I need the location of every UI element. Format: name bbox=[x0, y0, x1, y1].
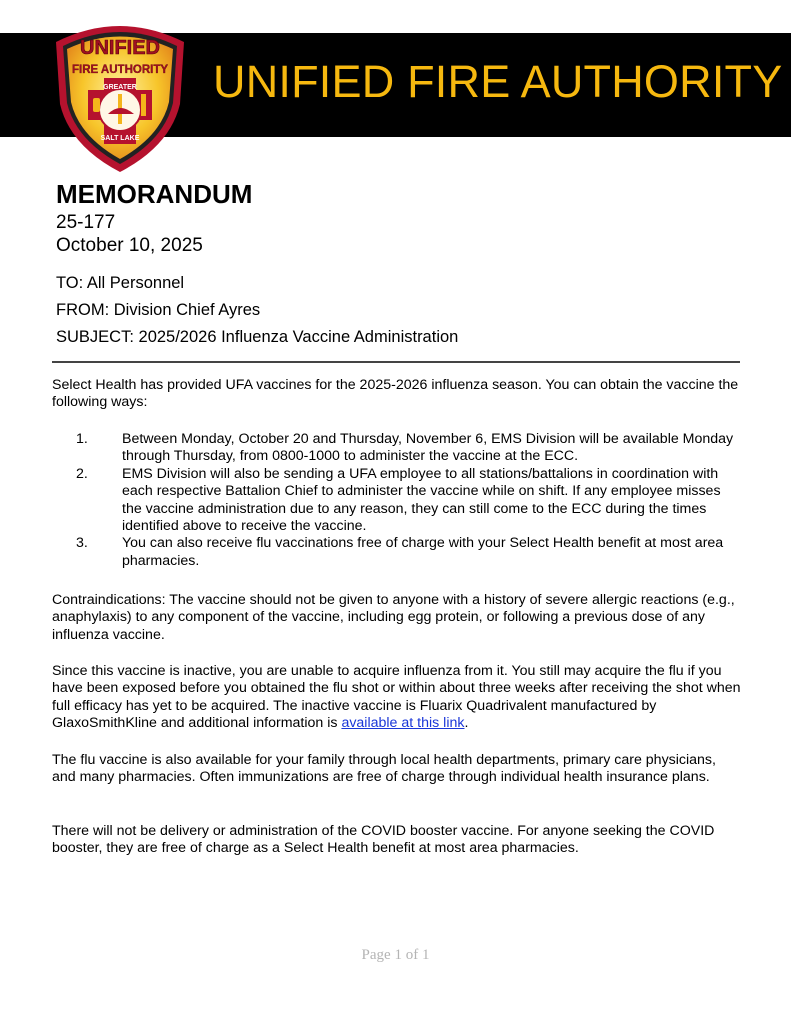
svg-text:UNIFIED: UNIFIED bbox=[80, 37, 160, 59]
contraindications-paragraph bbox=[52, 592, 742, 644]
inactive-vaccine-text bbox=[52, 663, 742, 733]
memo-date: October 10, 2025 bbox=[56, 235, 203, 256]
list-number: 2. bbox=[76, 465, 88, 482]
list-number: 1. bbox=[76, 431, 88, 447]
list-item bbox=[52, 466, 742, 536]
list-text: You can also receive flu vaccinations free of charge with your Select Health benefit at most area pharmacies. bbox=[122, 535, 724, 569]
list-item bbox=[52, 431, 742, 466]
page-number: Page 1 of 1 bbox=[361, 947, 430, 963]
list-text: Between Monday, October 20 and Thursday, November 6, EMS Division will be available Monday through Thursday, from 0800-1000 to administer the vaccine at the ECC. bbox=[122, 431, 734, 465]
info-link[interactable]: available at this link bbox=[341, 715, 465, 732]
header-divider bbox=[52, 361, 740, 363]
list-number: 3. bbox=[76, 535, 88, 552]
inactive-vaccine-paragraph bbox=[52, 663, 742, 733]
intro-text: Select Health has provided UFA vaccines for the 2025-2026 influenza season. You can obtain the vaccine the following ways: bbox=[52, 377, 739, 411]
memo-title: MEMORANDUM bbox=[56, 179, 253, 209]
svg-text:FIRE AUTHORITY: FIRE AUTHORITY bbox=[71, 64, 169, 76]
memo-from: FROM: Division Chief Ayres bbox=[56, 301, 261, 319]
organization-title: UNIFIED FIRE AUTHORITY bbox=[213, 56, 783, 107]
contraindications-text: Contraindications: The vaccine should not be given to anyone with a history of severe allergic reactions (e.g., anaphylaxis) to any component of the vaccine, including egg protein, or following a previous dose of any influenza vaccine. bbox=[52, 592, 735, 643]
list-text: EMS Division will also be sending a UFA employee to all stations/battalions in coordination with each respective Battalion Chief to administer the vaccine while on shift. If any employee misses the vaccine administration due to any reason, they can still come to the ECC during the times identified above to receive the vaccine. bbox=[122, 465, 721, 535]
covid-text: There will not be delivery or administration of the COVID booster vaccine. For anyone seeking the COVID booster, they are free of charge as a Select Health benefit at most area pharmacies. bbox=[52, 823, 715, 857]
inactive-end: . bbox=[464, 715, 469, 732]
vaccine-options-list bbox=[52, 431, 742, 570]
memo-number: 25-177 bbox=[56, 212, 116, 233]
family-text: The flu vaccine is also available for your family through local health departments, primary care physicians, and many pharmacies. Often immunizations are free of charge through individual health insurance plans. bbox=[52, 752, 716, 786]
fire-department-badge-icon bbox=[52, 16, 188, 174]
covid-paragraph bbox=[52, 823, 742, 858]
svg-text:SALT LAKE: SALT LAKE bbox=[100, 135, 140, 142]
list-item bbox=[52, 535, 742, 570]
memo-to: TO: All Personnel bbox=[56, 274, 185, 292]
family-paragraph bbox=[52, 752, 742, 787]
intro-paragraph bbox=[52, 377, 742, 412]
memo-subject: SUBJECT: 2025/2026 Influenza Vaccine Administration bbox=[56, 328, 459, 346]
svg-text:GREATER: GREATER bbox=[103, 84, 137, 91]
inactive-text: Since this vaccine is inactive, you are unable to acquire influenza from it. You still may acquire the flu if you have been exposed before you obtained the flu shot or within about three weeks after receiving the shot when full efficacy has yet to be acquired. The inactive vaccine is Fluarix Quadrivalent manufactured by GlaxoSmithKline and additional information is bbox=[52, 663, 741, 732]
